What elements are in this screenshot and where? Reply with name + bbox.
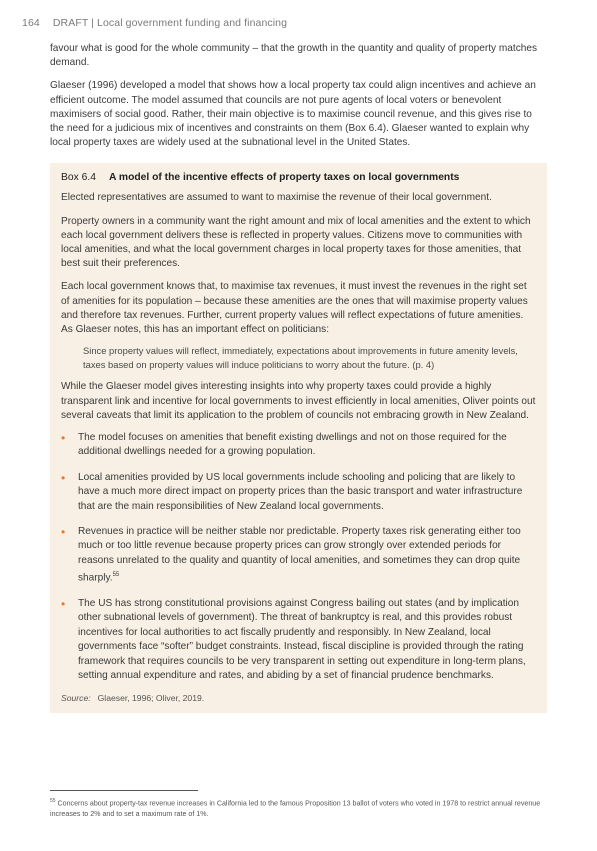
footnote-text: Concerns about property-tax revenue increases in California led to the famous Proposition 13 ballot of voters who voted in 1978 to restrict annual revenue increases to 2% and to set a maximum rate of 1%. xyxy=(50,799,541,818)
running-header xyxy=(22,17,287,29)
bullet-icon: • xyxy=(61,470,66,485)
footnote-ref[interactable]: 55 xyxy=(112,572,120,579)
footnote-divider xyxy=(50,790,198,791)
box-source xyxy=(61,693,536,703)
footnote-number: 55 xyxy=(50,798,56,804)
box-paragraph: While the Glaeser model gives interesting insights into why property taxes could provide a highly transparent link and incentive for local governments to invest efficiently in local amenities, Oliver points out several caveats that limit its application to the problem of councils not embracing growth in New Zealand. xyxy=(61,381,536,421)
source-text: Glaeser, 1996; Oliver, 2019. xyxy=(97,692,205,703)
list-item xyxy=(61,431,536,460)
list-item xyxy=(61,471,536,514)
box-paragraph: Each local government knows that, to maximise tax revenues, it must invest the revenues in the right set of amenities for its population – because these amenities are the ones that will maximise property values and therefore tax revenues. Further, current property values will reflect expectations of future amenities. As Glaeser notes, this has an important effect on politicians: xyxy=(61,281,528,336)
box-paragraph: Property owners in a community want the right amount and mix of local amenities and the extent to which each local government delivers these is reflected in property values. Citizens move to communities with local amenities, and what the local government charges in local property taxes for those amenities, that best suit their preferences. xyxy=(61,215,531,270)
box-6-4 xyxy=(50,163,547,712)
body-paragraph: favour what is good for the whole community – that the growth in the quantity and quality of property matches demand. xyxy=(50,43,538,69)
footnote xyxy=(50,796,547,819)
list-item-text xyxy=(78,525,536,586)
bullet-icon: • xyxy=(61,431,66,446)
body-paragraph: Glaeser (1996) developed a model that shows how a local property tax could align incentives and achieve an efficient outcome. The model assumed that councils are not pure agents of local voters or benevolent maximisers of social good. Rather, their main objective is to maximise council revenue, and this gives rise to the need for a judicious mix of incentives and constraints on them (Box 6.4). Glaeser wanted to explain why local property taxes are widely used at the subnational level in the United States. xyxy=(50,80,536,149)
list-item-body: Revenues in practice will be neither stable nor predictable. Property taxes risk generating either too much or too little revenue because property prices can grow strongly over extended periods for reasons unrelated to the quality and quantity of local amenities, and sometimes they can drop quite sharply. xyxy=(78,526,521,584)
page-content xyxy=(50,42,547,713)
box-number: Box 6.4 xyxy=(61,172,96,184)
caveat-list xyxy=(61,431,536,683)
list-item-text: Local amenities provided by US local governments include schooling and policing that are likely to have a much more direct impact on property prices than the basic transport and water infrastructure that are the main responsibilities of New Zealand local governments. xyxy=(78,471,523,512)
list-item xyxy=(61,525,536,586)
box-title: A model of the incentive effects of property taxes on local governments xyxy=(109,172,460,184)
box-paragraph: Elected representatives are assumed to want to maximise the revenue of their local government. xyxy=(61,192,492,204)
running-title: DRAFT | Local government funding and financing xyxy=(52,17,288,29)
box-heading xyxy=(61,171,536,185)
list-item xyxy=(61,597,536,683)
block-quote: Since property values will reflect, immediately, expectations about improvements in future amenity levels, taxes based on property values will induce politicians to worry about the future. (p. 4) xyxy=(83,345,518,370)
bullet-icon: • xyxy=(61,525,66,540)
list-item-text: The US has strong constitutional provisions against Congress bailing out states (and by implication other subnational levels of government). The threat of bankruptcy is real, and this provides robust incentives for local authorities to act fiscally prudently and responsibly. In New Zealand, local governments face “softer” budget constraints. Instead, fiscal discipline is provided through the rating framework that requires councils to be very transparent in setting out expenditure in long-term plans, setting annual expenditure and rates, and abiding by a set of financial prudence benchmarks. xyxy=(78,598,526,682)
source-label: Source: xyxy=(61,692,91,703)
page-number: 164 xyxy=(22,17,40,29)
list-item-text: The model focuses on amenities that benefit existing dwellings and not on those required for the additional dwellings needed for a growing population. xyxy=(78,432,507,458)
bullet-icon: • xyxy=(61,597,66,612)
